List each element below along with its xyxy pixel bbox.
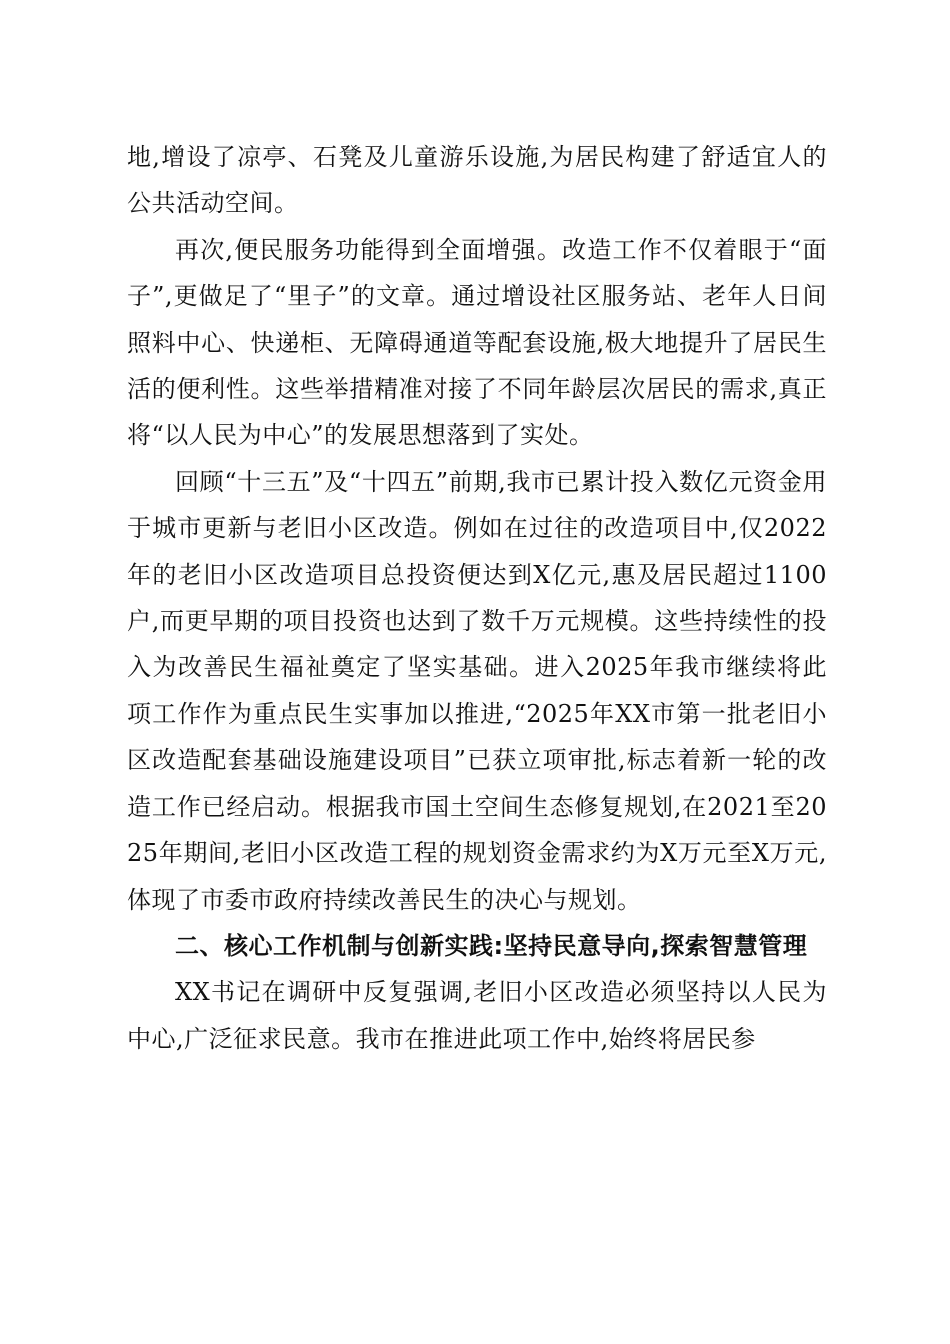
paragraph-public-opinion: XX书记在调研中反复强调,老旧小区改造必须坚持以人民为中心,广泛征求民意。我市在推进此项工作中,始终将居民参 [127, 978, 827, 1053]
paragraph-continuation: 地,增设了凉亭、石凳及儿童游乐设施,为居民构建了舒适宜人的公共活动空间。 [127, 143, 827, 218]
section-heading: 二、核心工作机制与创新实践:坚持民意导向,探索智慧管理 [175, 931, 808, 960]
paragraph-convenience-services: 再次,便民服务功能得到全面增强。改造工作不仅着眼于“面子”,更做足了“里子”的文章。通过增设社区服务站、老年人日间照料中心、快递柜、无障碍通道等配套设施,极大地提升了居民生活的便利性。这些举措精准对接了不同年龄层次居民的需求,真正将“以人民为中心”的发展思想落到了实处。 [127, 235, 827, 450]
document-body [127, 134, 827, 1062]
paragraph-investment-review: 回顾“十三五”及“十四五”前期,我市已累计投入数亿元资金用于城市更新与老旧小区改造。例如在过往的改造项目中,仅2022年的老旧小区改造项目总投资便达到X亿元,惠及居民超过1100户,而更早期的项目投资也达到了数千万元规模。这些持续性的投入为改善民生福祉奠定了坚实基础。进入2025年我市继续将此项工作作为重点民生实事加以推进,“2025年XX市第一批老旧小区改造配套基础设施建设项目”已获立项审批,标志着新一轮的改造工作已经启动。根据我市国土空间生态修复规划,在2021至2025年期间,老旧小区改造工程的规划资金需求约为X万元至X万元,体现了市委市政府持续改善民生的决心与规划。 [127, 467, 827, 914]
